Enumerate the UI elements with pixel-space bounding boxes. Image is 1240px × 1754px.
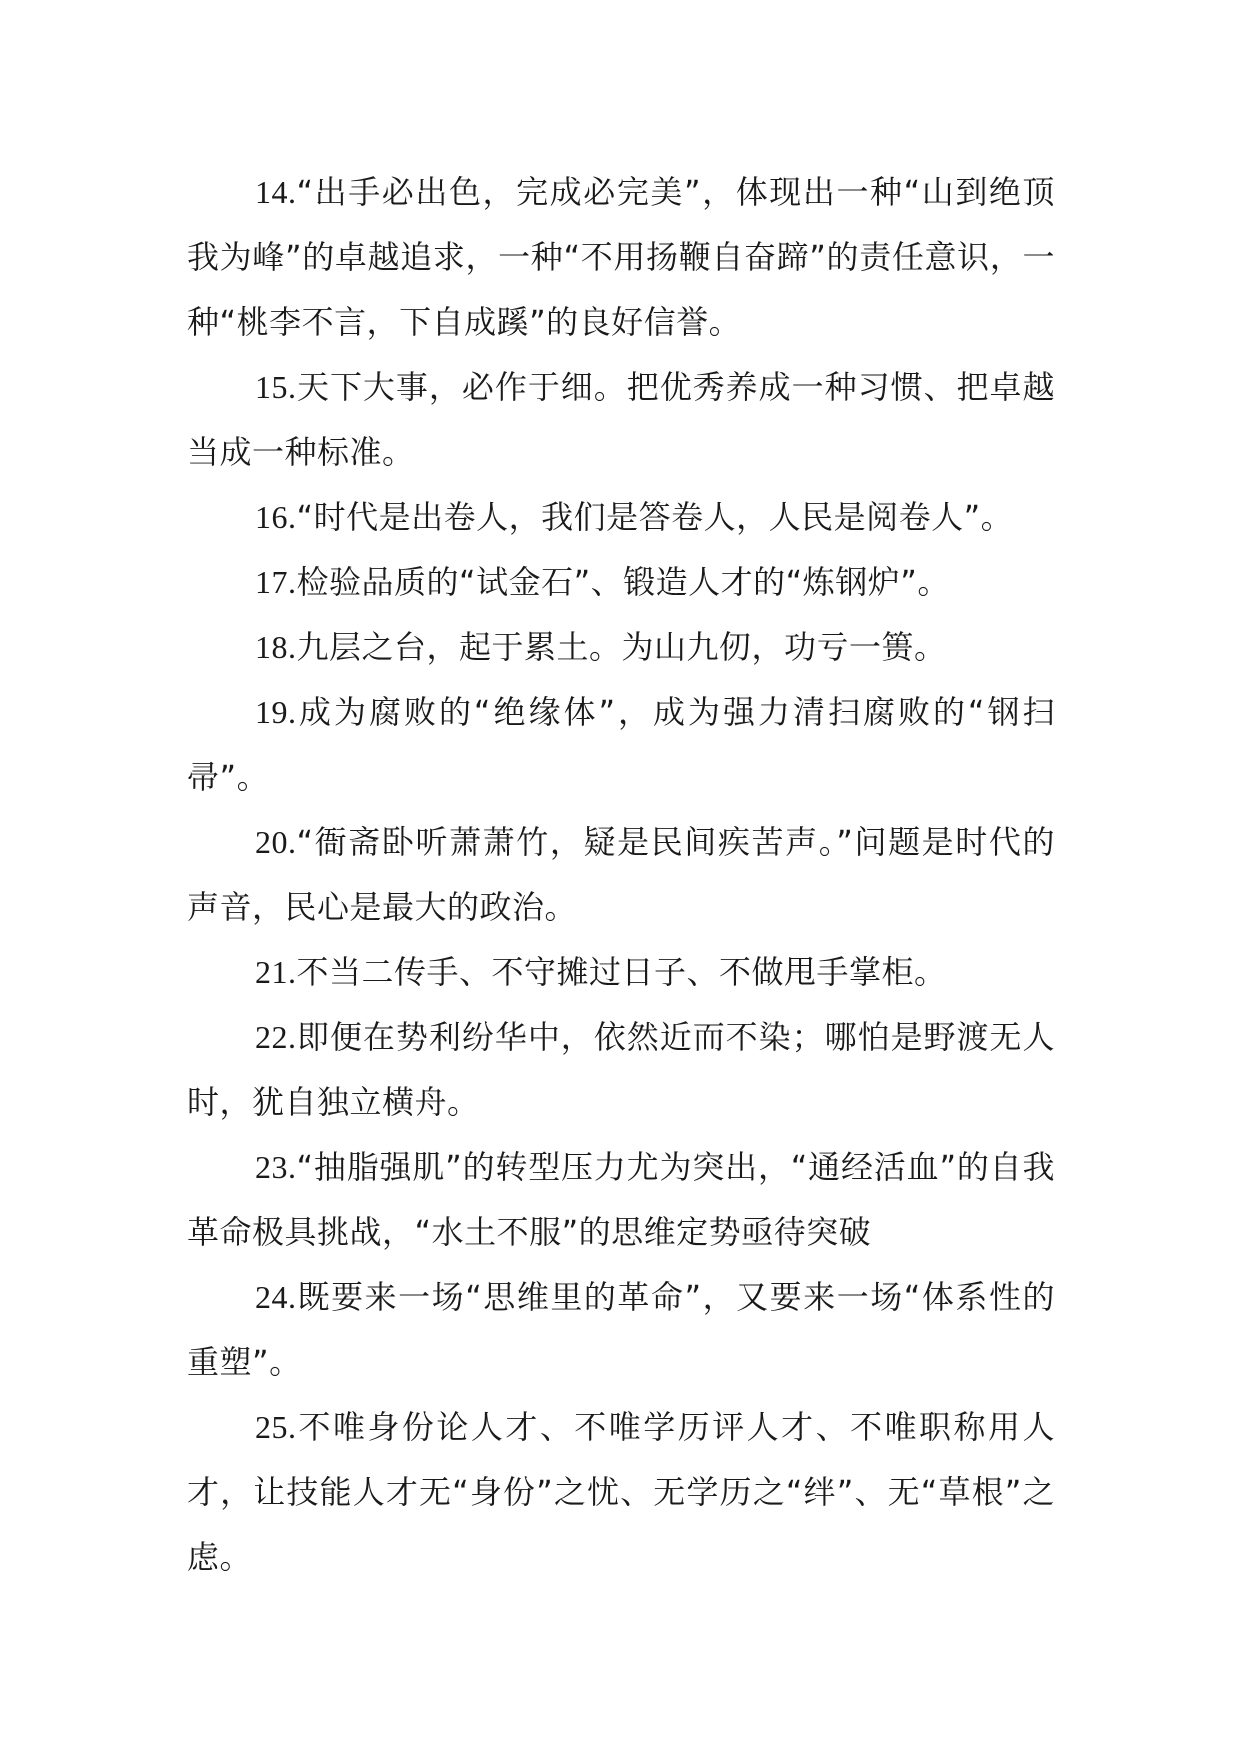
paragraph-17: [187, 550, 1055, 615]
item-number: 21.: [255, 954, 297, 990]
paragraph-14: [187, 160, 1055, 355]
item-text: 不唯身份论人才、不唯学历评人才、不唯职称用人才，让技能人才无“身份”之忧、无学历之“绊”、无“草根”之虑。: [187, 1408, 1055, 1576]
item-number: 16.: [255, 499, 297, 535]
item-text: 不当二传手、不守摊过日子、不做甩手掌柜。: [296, 953, 947, 991]
item-text: 既要来一场“思维里的革命”，又要来一场“体系性的重塑”。: [187, 1278, 1055, 1381]
item-number: 24.: [255, 1279, 297, 1315]
item-text: “衙斋卧听萧萧竹，疑是民间疾苦声。”问题是时代的声音，民心是最大的政治。: [187, 823, 1055, 926]
item-text: 九层之台，起于累土。为山九仞，功亏一篑。: [296, 628, 947, 666]
item-number: 17.: [255, 564, 297, 600]
paragraph-25: [187, 1395, 1055, 1590]
paragraph-21: [187, 940, 1055, 1005]
paragraph-20: [187, 810, 1055, 940]
item-number: 14.: [255, 174, 297, 210]
item-number: 23.: [255, 1149, 297, 1185]
paragraph-16: [187, 485, 1055, 550]
item-number: 22.: [255, 1019, 297, 1055]
item-text: “出手必出色，完成必完美”，体现出一种“山到绝顶我为峰”的卓越追求，一种“不用扬鞭自奋蹄”的责任意识，一种“桃李不言，下自成蹊”的良好信誉。: [187, 173, 1055, 341]
item-number: 18.: [255, 629, 297, 665]
paragraph-15: [187, 355, 1055, 485]
item-text: 成为腐败的“绝缘体”，成为强力清扫腐败的“钢扫帚”。: [187, 693, 1055, 796]
item-text: 检验品质的“试金石”、锻造人才的“炼钢炉”。: [296, 563, 950, 601]
item-text: 即便在势利纷华中，依然近而不染；哪怕是野渡无人时，犹自独立横舟。: [187, 1018, 1055, 1121]
item-number: 19.: [255, 694, 297, 730]
paragraph-22: [187, 1005, 1055, 1135]
paragraph-24: [187, 1265, 1055, 1395]
paragraph-23: [187, 1135, 1055, 1265]
item-text: 天下大事，必作于细。把优秀养成一种习惯、把卓越当成一种标准。: [187, 368, 1055, 471]
paragraph-19: [187, 680, 1055, 810]
item-number: 20.: [255, 824, 297, 860]
item-number: 15.: [255, 369, 297, 405]
paragraph-18: [187, 615, 1055, 680]
document-body: [187, 160, 1055, 1590]
item-text: “时代是出卷人，我们是答卷人，人民是阅卷人”。: [296, 498, 1014, 536]
item-number: 25.: [255, 1409, 297, 1445]
item-text: “抽脂强肌”的转型压力尤为突出，“通经活血”的自我革命极具挑战，“水土不服”的思维定势亟待突破: [187, 1148, 1055, 1251]
